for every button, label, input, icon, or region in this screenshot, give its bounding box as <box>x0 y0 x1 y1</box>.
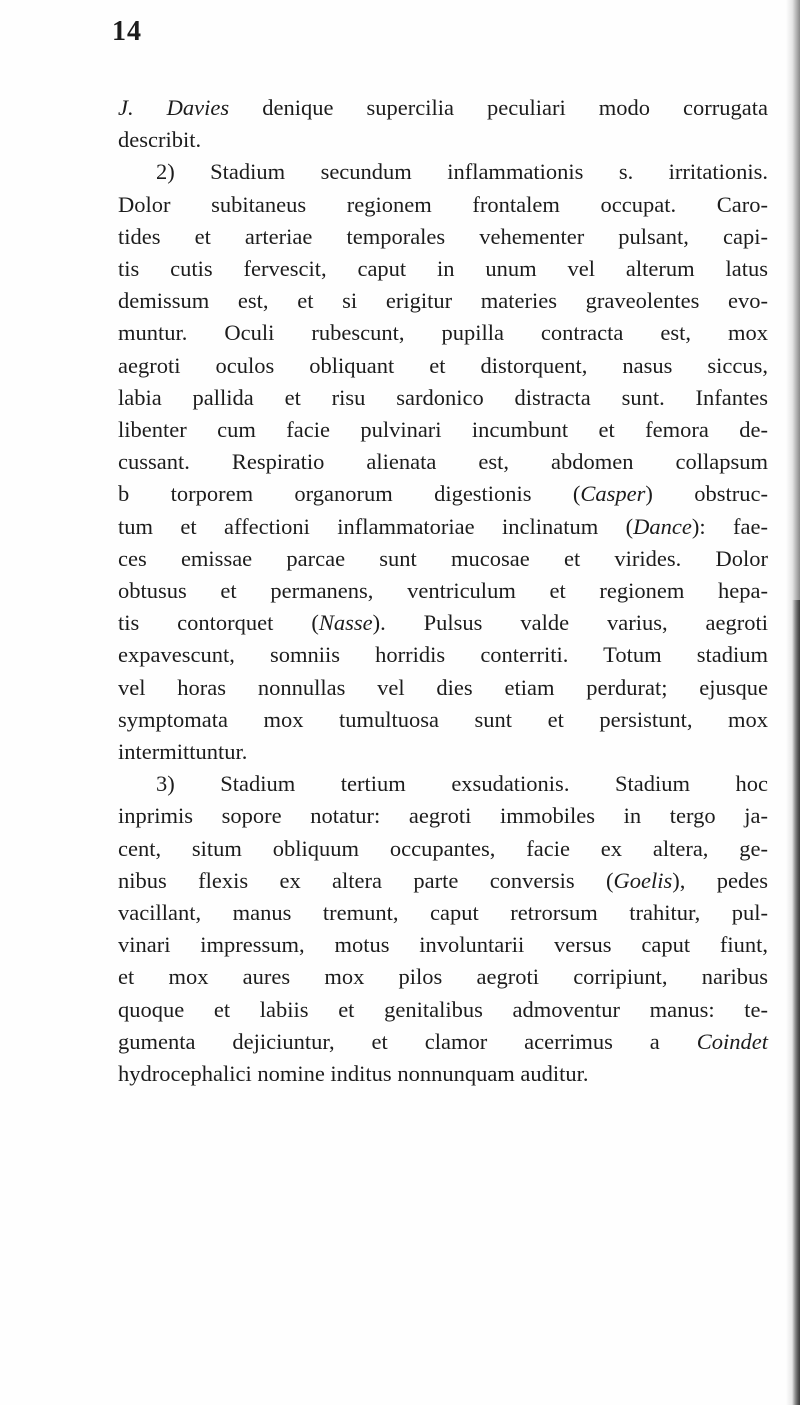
text-line: demissum est, et si erigitur materies graveolentes evo- <box>118 288 768 314</box>
text-line: vel horas nonnullas vel dies etiam perdurat; ejusque <box>118 674 768 700</box>
paragraph-stadium-secundum <box>118 156 768 768</box>
text-line: cussant. Respiratio alienata est, abdomen collapsum <box>118 449 768 475</box>
text-line: 2) Stadium secundum inflammationis s. irritationis. <box>156 159 768 185</box>
page-binding-shadow <box>792 600 800 1405</box>
text-line: ces emissae parcae sunt mucosae et virides. Dolor <box>118 545 768 571</box>
text-line: gumenta dejiciuntur, et clamor acerrimus a Coindet <box>118 1028 768 1054</box>
text-line: hydrocephalici nomine inditus nonnunquam auditur. <box>118 1061 589 1087</box>
paragraph-stadium-tertium <box>118 768 768 1090</box>
text-line: tides et arteriae temporales vehementer pulsant, capi- <box>118 223 768 249</box>
text-line: tis cutis fervescit, caput in unum vel alterum latus <box>118 256 768 282</box>
text-line: J. Davies denique supercilia peculiari modo corrugata <box>118 95 769 120</box>
body-text <box>118 92 768 1090</box>
text-line: describit. <box>118 127 202 153</box>
text-line: nibus flexis ex altera parte conversis (Goelis), pedes <box>118 867 768 893</box>
text-line: labia pallida et risu sardonico distracta sunt. Infantes <box>118 384 768 410</box>
text-line: quoque et labiis et genitalibus admoventur manus: te- <box>118 996 768 1022</box>
text-line: vacillant, manus tremunt, caput retrorsum trahitur, pul- <box>118 900 768 926</box>
text-line: Dolor subitaneus regionem frontalem occupat. Caro- <box>118 191 768 217</box>
text-line: libenter cum facie pulvinari incumbunt et femora de- <box>118 417 768 443</box>
text-line: 3) Stadium tertium exsudationis. Stadium hoc <box>156 771 768 797</box>
text-line: vinari impressum, motus involuntarii versus caput fiunt, <box>118 932 768 958</box>
text-line: aegroti oculos obliquant et distorquent, nasus siccus, <box>118 352 768 378</box>
text-line: muntur. Oculi rubescunt, pupilla contracta est, mox <box>118 320 768 346</box>
text-line: obtusus et permanens, ventriculum et regionem hepa- <box>118 578 768 604</box>
text-line: inprimis sopore notatur: aegroti immobiles in tergo ja- <box>118 803 768 829</box>
text-line: et mox aures mox pilos aegroti corripiunt, naribus <box>118 964 768 990</box>
page-number: 14 <box>112 16 142 47</box>
text-line: tis contorquet (Nasse). Pulsus valde varius, aegroti <box>118 610 768 636</box>
paragraph-davies <box>118 92 768 156</box>
text-line: expavescunt, somniis horridis conterriti. Totum stadium <box>118 642 768 668</box>
text-line: cent, situm obliquum occupantes, facie ex altera, ge- <box>118 835 768 861</box>
text-line: tum et affectioni inflammatoriae inclinatum (Dance): fae- <box>118 513 769 539</box>
text-line: b torporem organorum digestionis (Casper) obstruc- <box>118 481 768 507</box>
text-line: intermittuntur. <box>118 739 248 765</box>
text-line: symptomata mox tumultuosa sunt et persistunt, mox <box>118 706 768 732</box>
